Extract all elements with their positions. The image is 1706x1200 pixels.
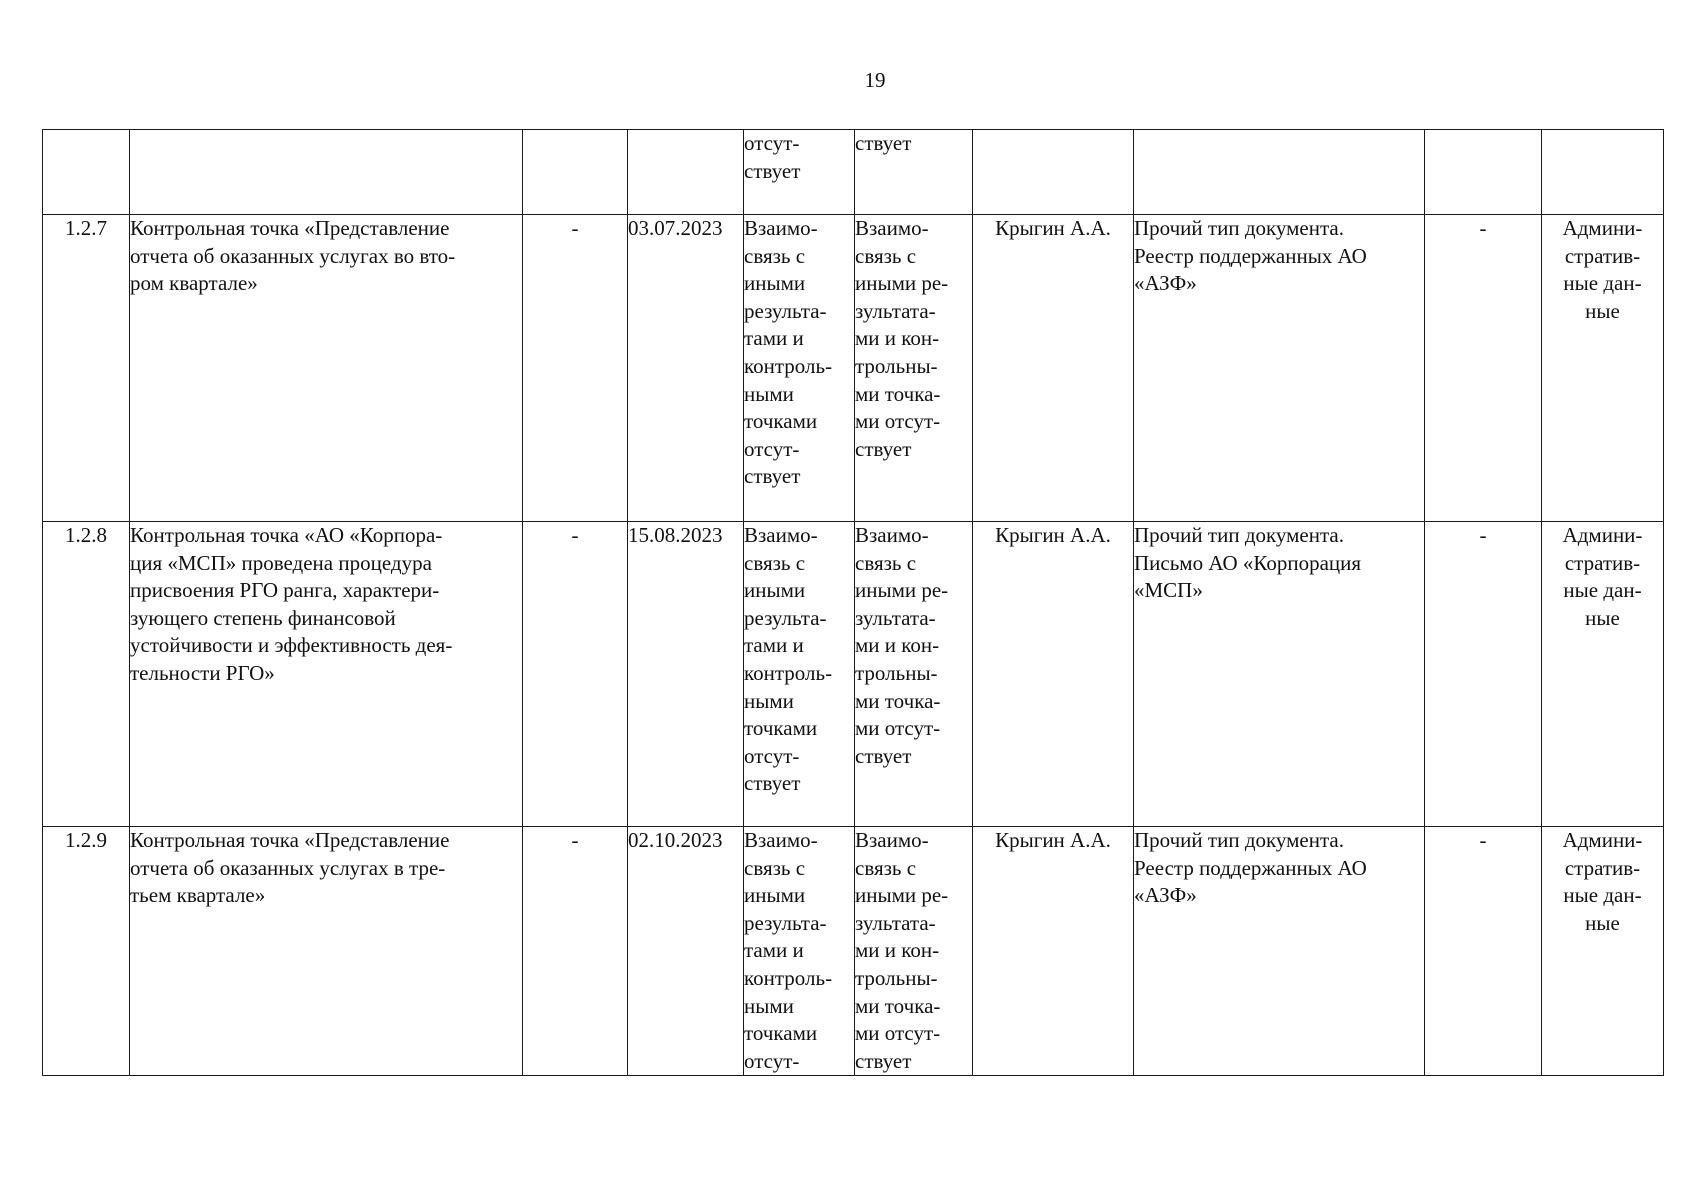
cell-document xyxy=(1134,130,1425,215)
cell-responsible xyxy=(973,522,1134,827)
control-points-table xyxy=(42,129,1664,1076)
cell-source xyxy=(1542,522,1664,827)
control-point-name: Контрольная точка «Представление отчета об оказанных услугах в тре- тьем квартале» xyxy=(130,828,450,908)
cell-date xyxy=(628,827,744,1076)
due-date: 03.07.2023 xyxy=(628,216,723,240)
relations-next-text: Взаимо- связь с иными ре- зультата- ми и кон- трольны- ми точка- ми отсут- ствует xyxy=(855,523,949,768)
base-value: - xyxy=(571,828,579,852)
cell-info-system xyxy=(1425,827,1542,1076)
row-number: 1.2.7 xyxy=(65,216,107,240)
cell-relations-next xyxy=(855,522,973,827)
cell-number xyxy=(43,827,130,1076)
cell-document xyxy=(1134,215,1425,522)
info-system: - xyxy=(1479,523,1487,547)
base-value: - xyxy=(571,523,579,547)
cell-relations-prev xyxy=(744,215,855,522)
cell-number xyxy=(43,522,130,827)
cell-name xyxy=(130,827,523,1076)
relations-next-text: ствует xyxy=(855,131,912,155)
cell-relations-next xyxy=(855,215,973,522)
relations-prev-text: Взаимо- связь с иными результа- тами и контроль- ными точками отсут- ствует xyxy=(744,216,833,489)
cell-name xyxy=(130,130,523,215)
due-date: 15.08.2023 xyxy=(628,523,723,547)
data-source: Админи- стратив- ные дан- ные xyxy=(1562,523,1643,630)
cell-responsible xyxy=(973,827,1134,1076)
cell-relations-prev xyxy=(744,522,855,827)
cell-date xyxy=(628,522,744,827)
info-system: - xyxy=(1479,828,1487,852)
cell-base-value xyxy=(523,522,628,827)
responsible-person: Крыгин А.А. xyxy=(995,523,1111,547)
cell-source xyxy=(1542,215,1664,522)
cell-responsible xyxy=(973,130,1134,215)
responsible-person: Крыгин А.А. xyxy=(995,216,1111,240)
cell-base-value xyxy=(523,215,628,522)
table-row xyxy=(43,215,1664,522)
cell-date xyxy=(628,130,744,215)
cell-document xyxy=(1134,827,1425,1076)
relations-prev-text: отсут- ствует xyxy=(744,131,801,183)
table-row xyxy=(43,522,1664,827)
cell-name xyxy=(130,215,523,522)
info-system: - xyxy=(1479,216,1487,240)
responsible-person: Крыгин А.А. xyxy=(995,828,1111,852)
relations-prev-text: Взаимо- связь с иными результа- тами и контроль- ными точками отсут- ствует xyxy=(744,523,833,796)
data-source: Админи- стратив- ные дан- ные xyxy=(1562,828,1643,935)
table-row xyxy=(43,827,1664,1076)
cell-name xyxy=(130,522,523,827)
relations-next-text: Взаимо- связь с иными ре- зультата- ми и кон- трольны- ми точка- ми отсут- ствует xyxy=(855,828,949,1073)
cell-relations-prev xyxy=(744,130,855,215)
cell-source xyxy=(1542,827,1664,1076)
cell-number xyxy=(43,130,130,215)
row-number: 1.2.9 xyxy=(65,828,107,852)
document-type: Прочий тип документа. Письмо АО «Корпорация «МСП» xyxy=(1134,523,1362,603)
cell-relations-next xyxy=(855,827,973,1076)
cell-info-system xyxy=(1425,215,1542,522)
cell-number xyxy=(43,215,130,522)
page-number: 19 xyxy=(864,68,886,92)
cell-responsible xyxy=(973,215,1134,522)
data-source: Админи- стратив- ные дан- ные xyxy=(1562,216,1643,323)
cell-relations-prev xyxy=(744,827,855,1076)
cell-base-value xyxy=(523,130,628,215)
due-date: 02.10.2023 xyxy=(628,828,723,852)
document-type: Прочий тип документа. Реестр поддержанных АО «АЗФ» xyxy=(1134,216,1367,296)
cell-info-system xyxy=(1425,130,1542,215)
cell-base-value xyxy=(523,827,628,1076)
relations-next-text: Взаимо- связь с иными ре- зультата- ми и кон- трольны- ми точка- ми отсут- ствует xyxy=(855,216,949,461)
relations-prev-text: Взаимо- связь с иными результа- тами и контроль- ными точками отсут- xyxy=(744,828,833,1073)
row-number: 1.2.8 xyxy=(65,523,107,547)
document-type: Прочий тип документа. Реестр поддержанных АО «АЗФ» xyxy=(1134,828,1367,908)
cell-info-system xyxy=(1425,522,1542,827)
table-row-continuation xyxy=(43,130,1664,215)
cell-date xyxy=(628,215,744,522)
cell-source xyxy=(1542,130,1664,215)
control-point-name: Контрольная точка «Представление отчета об оказанных услугах во вто- ром квартале» xyxy=(130,216,456,296)
base-value: - xyxy=(571,216,579,240)
control-point-name: Контрольная точка «АО «Корпора- ция «МСП» проведена процедура присвоения РГО ранга, характери- зующего степень финансовой устойчивости и эффективность дея- тельности РГО» xyxy=(130,523,453,685)
cell-relations-next xyxy=(855,130,973,215)
cell-document xyxy=(1134,522,1425,827)
